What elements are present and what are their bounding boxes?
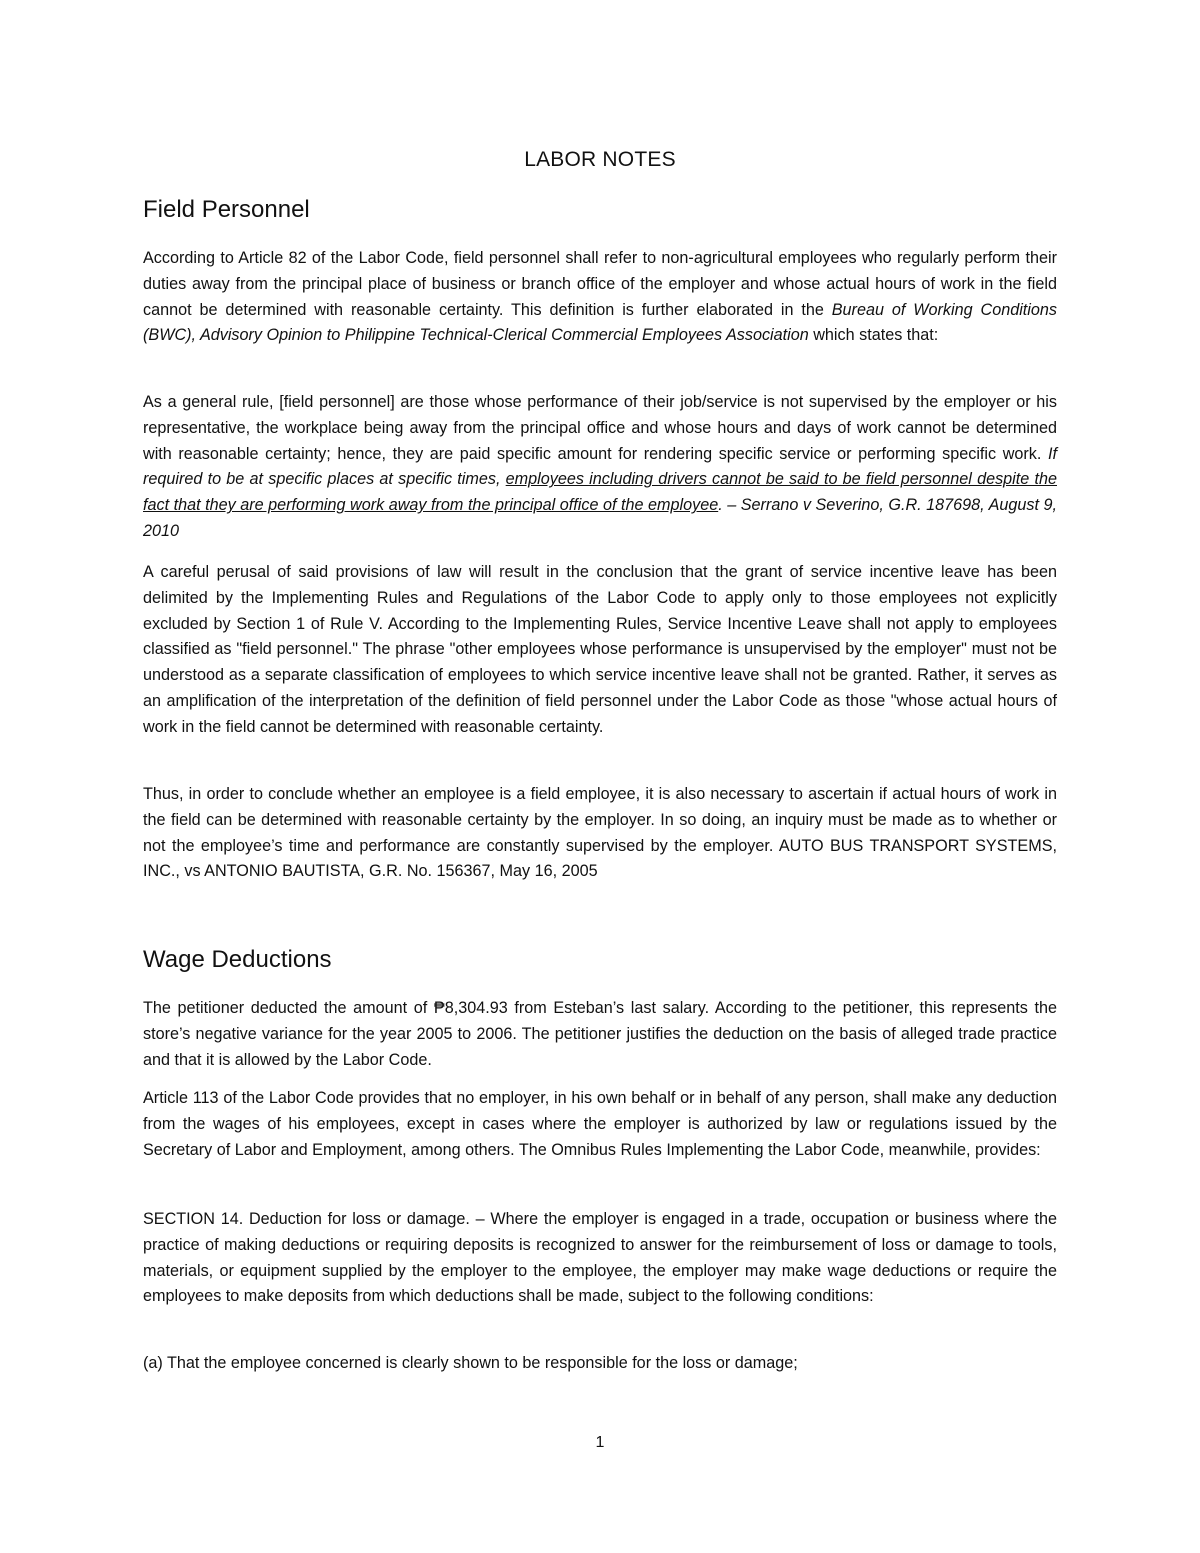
field-personnel-paragraph-4: Thus, in order to conclude whether an employee is a field employee, it is also necessary to ascertain if actual hours of work in the field can be determined with reasonable certainty by the employer. In so doing, an inquiry must be made as to whether or not the employee’s time and performance are constantly supervised by the employer. AUTO BUS TRANSPORT SYSTEMS, INC., vs ANTONIO BAUTISTA, G.R. No. 156367, May 16, 2005 <box>143 785 1057 881</box>
document-title: LABOR NOTES <box>524 148 676 171</box>
field-personnel-paragraph-3: A careful perusal of said provisions of law will result in the conclusion that the grant of service incentive leave has been delimited by the Implementing Rules and Regulations of the Labor Code to apply only to those employees not explicitly excluded by Section 1 of Rule V. According to the Implementing Rules, Service Incentive Leave shall not apply to employees classified as "field personnel." The phrase "other employees whose performance is unsupervised by the employer" must not be understood as a separate classification of employees to which service incentive leave shall not be granted. Rather, it serves as an amplification of the interpretation of the definition of field personnel under the Labor Code as those "whose actual hours of work in the field cannot be determined with reasonable certainty. <box>143 563 1057 736</box>
field-personnel-quote <box>143 390 1057 545</box>
wage-deductions-section-14: SECTION 14. Deduction for loss or damage. – Where the employer is engaged in a trade, occupation or business where the practice of making deductions or requiring deposits is recognized to answer for the reimbursement of loss or damage to tools, materials, or equipment supplied by the employer to the employee, the employer may make wage deductions or require the employees to make deposits from which deductions shall be made, subject to the following conditions: <box>143 1210 1057 1306</box>
italic-reference: Bureau of Working Conditions (BWC), Advisory Opinion to Philippine Technical-Clerical Commercial Employees Association <box>143 300 1057 345</box>
section-heading-wage-deductions: Wage Deductions <box>143 946 332 973</box>
section-heading-field-personnel: Field Personnel <box>143 196 310 223</box>
wage-deductions-paragraph-2: Article 113 of the Labor Code provides that no employer, in his own behalf or in behalf of any person, shall make any deduction from the wages of his employees, except in cases where the employer is authorized by law or regulations issued by the Secretary of Labor and Employment, among others. The Omnibus Rules Implementing the Labor Code, meanwhile, provides: <box>143 1089 1057 1159</box>
field-personnel-paragraph-1 <box>143 246 1057 349</box>
text-run: As a general rule, [field personnel] are those whose performance of their job/service is not supervised by the employer or his representative, the workplace being away from the principal office and whose hours and days of work cannot be determined with reasonable certainty; hence, they are paid specific amount for rendering specific service or performing specific work. <box>143 393 1057 463</box>
page-number: 1 <box>595 1434 605 1451</box>
text-run: which states that: <box>808 326 939 345</box>
wage-deductions-condition-a: (a) That the employee concerned is clearly shown to be responsible for the loss or damage; <box>143 1354 798 1372</box>
case-citation: . – Serrano v Severino, G.R. 187698, August 9, 2010 <box>143 496 1057 540</box>
underlined-italic-text: employees including drivers cannot be said to be field personnel despite the fact that they are performing work away from the principal office of the employee <box>143 470 1057 515</box>
text-run: According to Article 82 of the Labor Code, field personnel shall refer to non-agricultural employees who regularly perform their duties away from the principal place of business or branch office of the employer and whose actual hours of work in the field cannot be determined with reasonable certainty. This definition is further elaborated in the <box>143 249 1057 319</box>
italic-text: If required to be at specific places at specific times, <box>143 444 1057 489</box>
wage-deductions-paragraph-1: The petitioner deducted the amount of ₱8,304.93 from Esteban’s last salary. According to the petitioner, this represents the store’s negative variance for the year 2005 to 2006. The petitioner justifies the deduction on the basis of alleged trade practice and that it is allowed by the Labor Code. <box>143 999 1057 1069</box>
